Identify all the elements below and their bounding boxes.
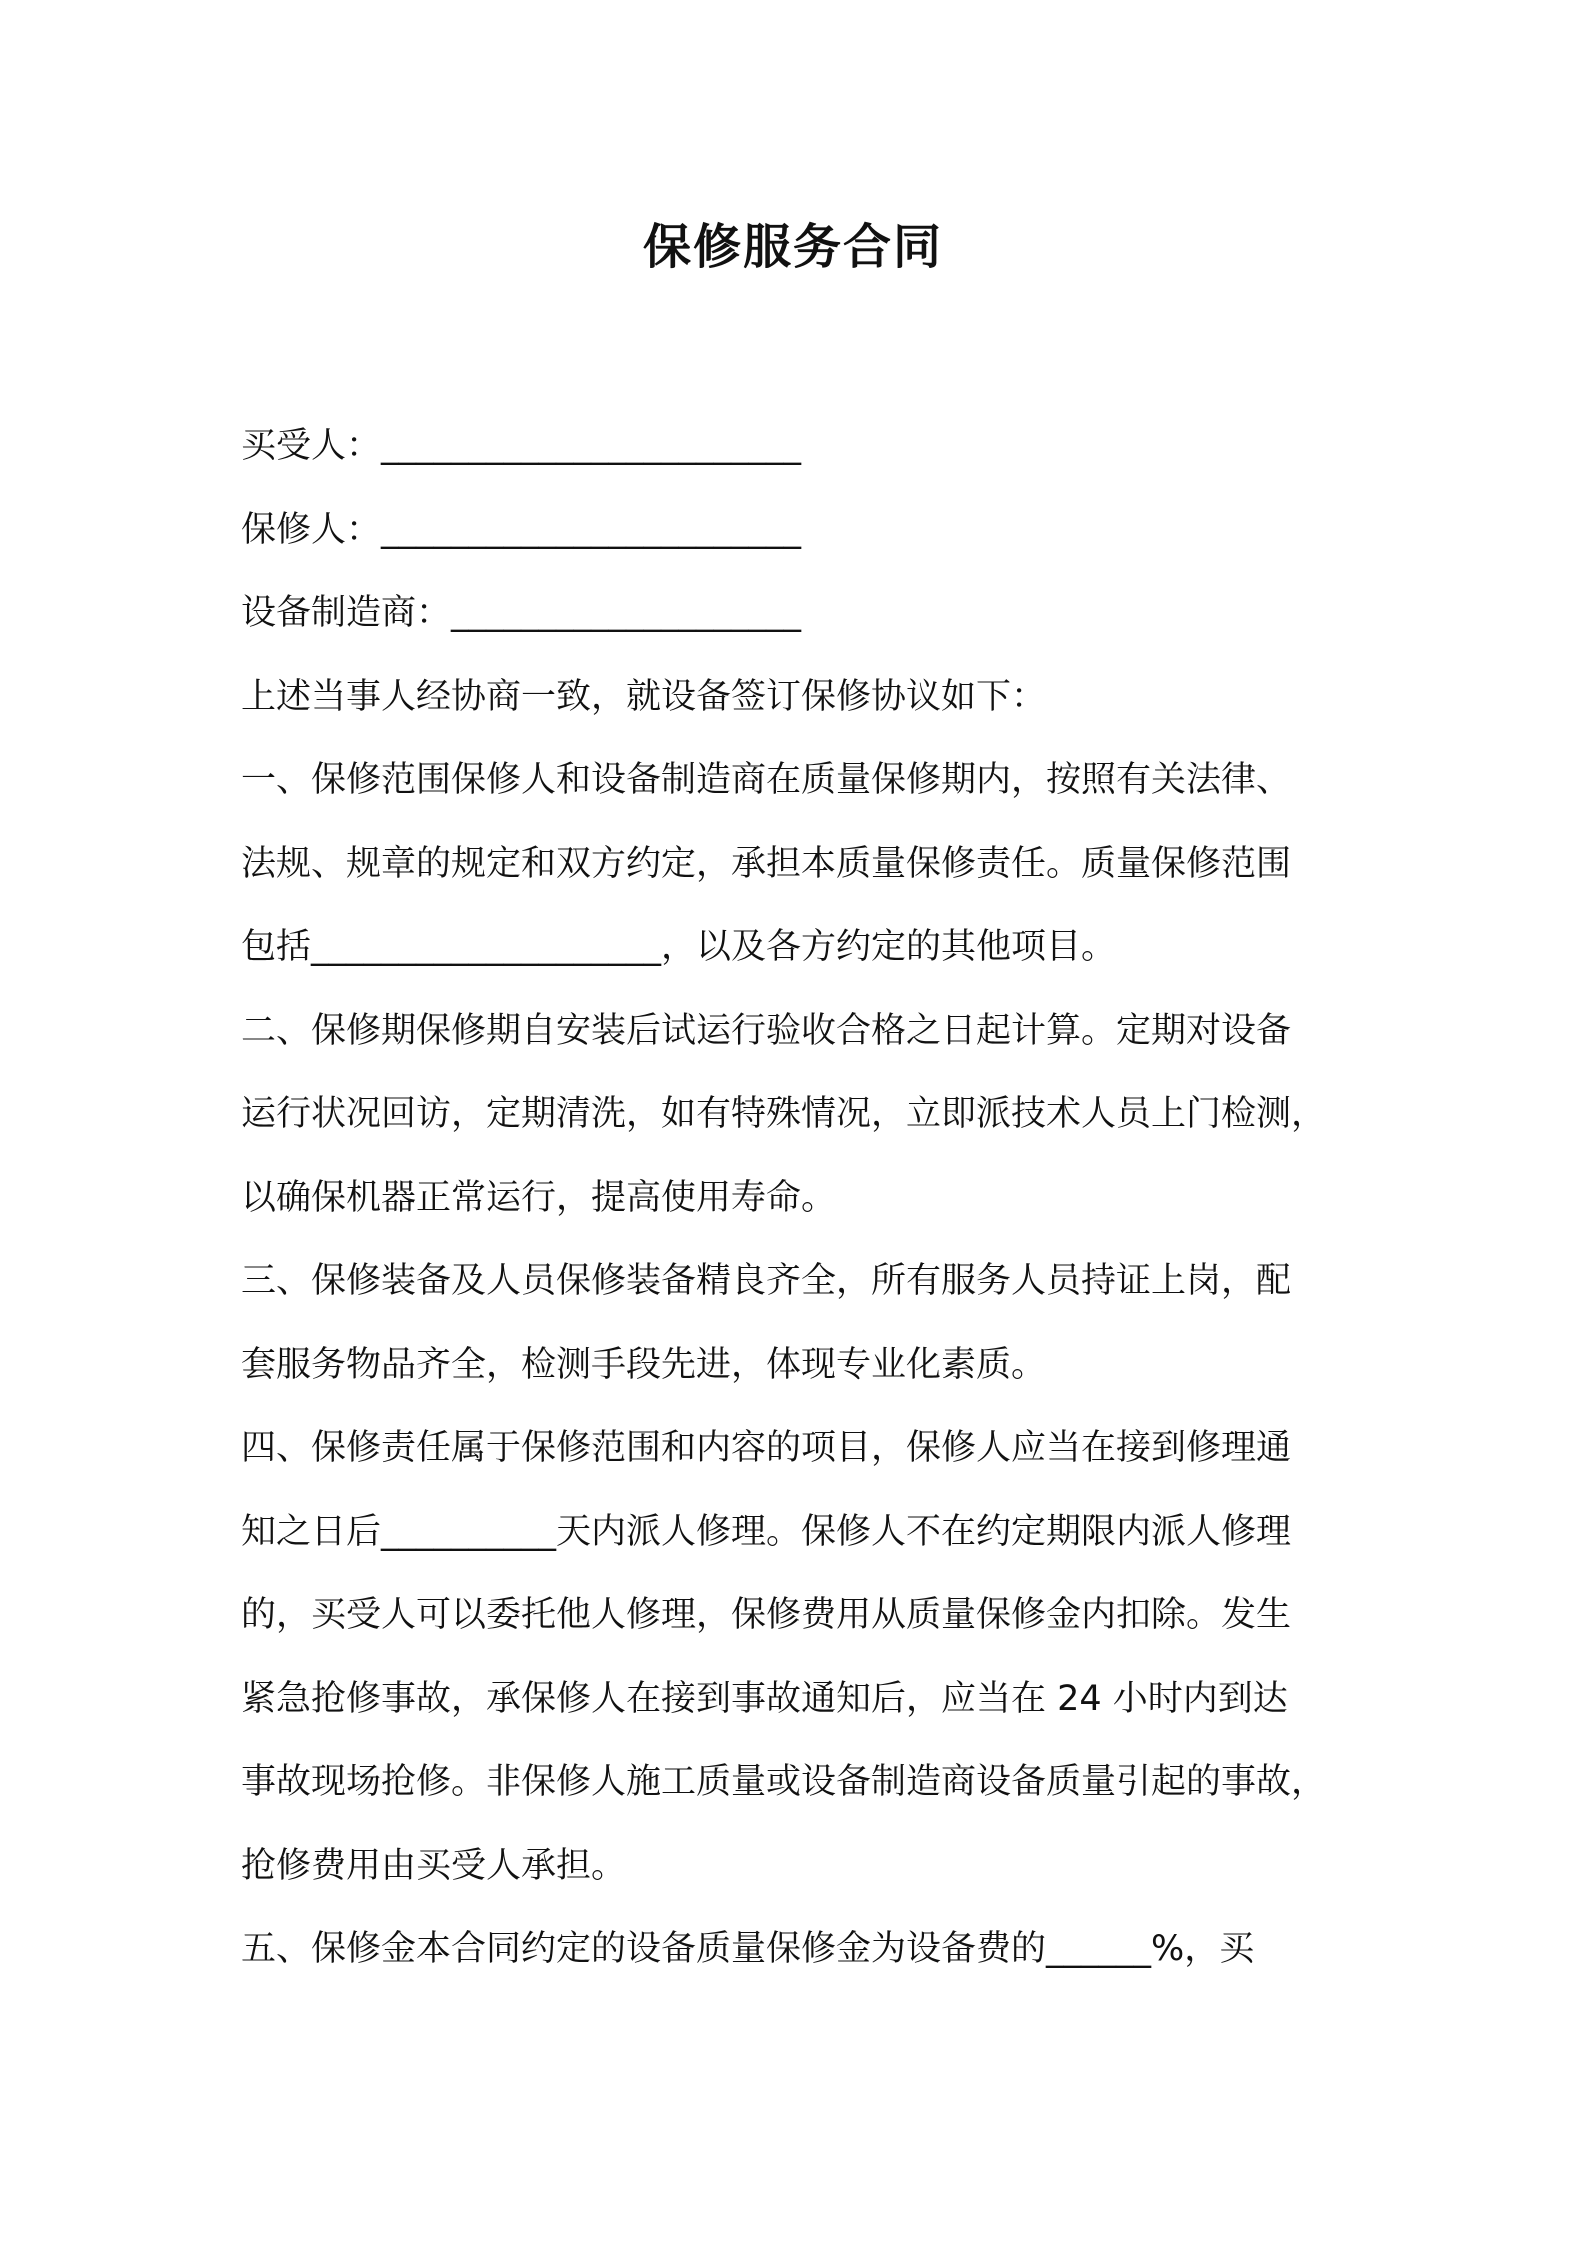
manufacturer-line: 设备制造商：____________________ <box>241 593 802 633</box>
clause-2-line-2: 运行状况回访，定期清洗，如有特殊情况，立即派技术人员上门检测， <box>241 1094 1327 1134</box>
clause-3-line-2: 套服务物品齐全，检测手段先进，体现专业化素质。 <box>241 1344 1047 1385</box>
clause-3-line-1: 三、保修装备及人员保修装备精良齐全，所有服务人员持证上岗，配 <box>241 1261 1292 1301</box>
clause-2-line-3: 以确保机器正常运行，提高使用寿命。 <box>241 1177 837 1218</box>
clause-1-line-2: 法规、规章的规定和双方约定，承担本质量保修责任。质量保修范围 <box>241 843 1292 884</box>
clause-4-line-6: 抢修费用由买受人承担。 <box>241 1845 627 1886</box>
document-title: 保修服务合同 <box>642 219 943 275</box>
clause-1-line-1: 一、保修范围保修人和设备制造商在质量保修期内，按照有关法律、 <box>241 760 1292 800</box>
clause-4-line-4: 紧急抢修事故，承保修人在接到事故通知后，应当在 24 小时内到达 <box>241 1678 1288 1719</box>
clause-1-line-3: 包括____________________，以及各方约定的其他项目。 <box>241 927 1117 967</box>
clause-4-line-3: 的，买受人可以委托他人修理，保修费用从质量保修金内扣除。发生 <box>241 1595 1292 1635</box>
buyer-line: 买受人：________________________ <box>241 426 802 466</box>
preamble-line: 上述当事人经协商一致，就设备签订保修协议如下： <box>241 676 1047 717</box>
document-body <box>241 405 1356 1992</box>
warrantor-line: 保修人：________________________ <box>241 509 802 550</box>
clause-5-line-1: 五、保修金本合同约定的设备质量保修金为设备费的______%，买 <box>241 1929 1255 1969</box>
clause-4-line-2: 知之日后__________天内派人修理。保修人不在约定期限内派人修理 <box>241 1511 1292 1552</box>
clause-4-line-1: 四、保修责任属于保修范围和内容的项目，保修人应当在接到修理通 <box>241 1428 1292 1468</box>
clause-2-line-1: 二、保修期保修期自安装后试运行验收合格之日起计算。定期对设备 <box>241 1010 1292 1051</box>
clause-4-line-5: 事故现场抢修。非保修人施工质量或设备制造商设备质量引起的事故， <box>241 1762 1327 1802</box>
